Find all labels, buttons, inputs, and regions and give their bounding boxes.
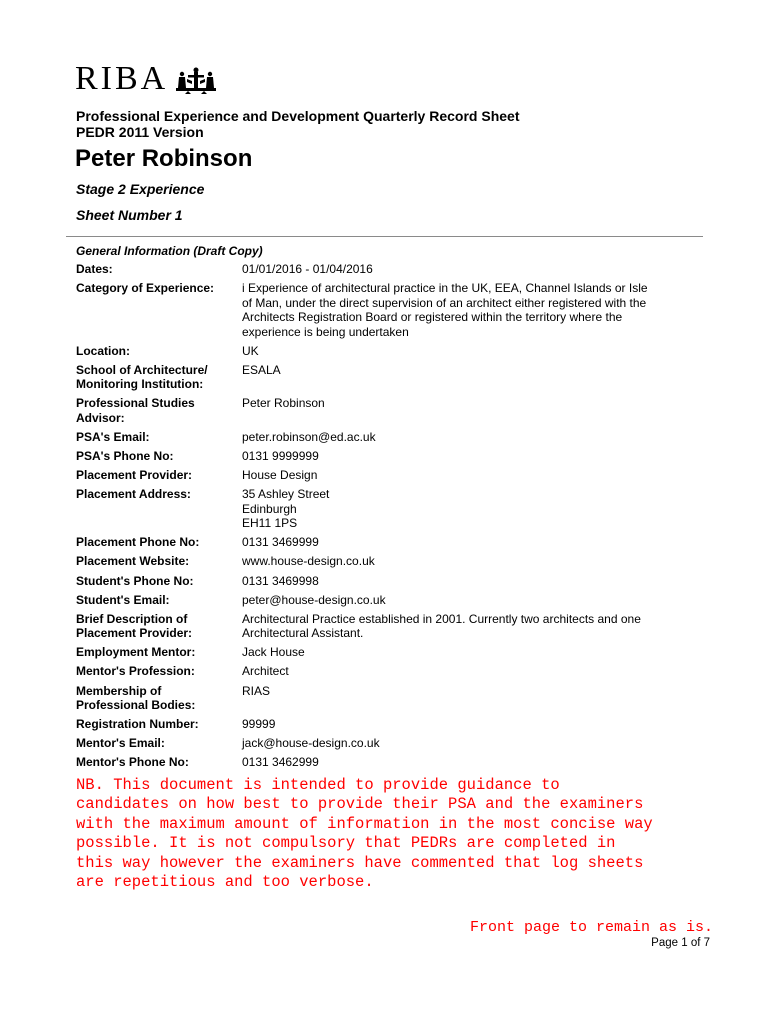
- field-label: [76, 645, 242, 660]
- riba-logo: [75, 62, 218, 96]
- info-row: [76, 449, 708, 464]
- info-row: [76, 645, 708, 660]
- info-row: [76, 344, 708, 359]
- field-value-line: RIAS: [242, 683, 271, 698]
- field-value: [242, 396, 708, 425]
- info-row: [76, 281, 708, 339]
- field-value-line: House Design: [242, 468, 318, 483]
- field-value-line: 01/01/2016 - 01/04/2016: [242, 262, 373, 276]
- field-label: [76, 449, 242, 464]
- field-label-line: PSA's Phone No:: [76, 449, 174, 464]
- field-label: [76, 363, 242, 392]
- field-label-line: Professional Bodies:: [76, 698, 196, 712]
- field-label-line: Monitoring Institution:: [76, 377, 204, 392]
- field-value-line: peter.robinson@ed.ac.uk: [242, 429, 376, 444]
- field-label-line: Student's Email:: [76, 592, 170, 607]
- document-version: PEDR 2011 Version: [76, 124, 204, 140]
- field-label: [76, 717, 242, 732]
- field-label-line: Mentor's Email:: [76, 736, 165, 751]
- field-value: [242, 684, 708, 713]
- field-value: [242, 736, 708, 751]
- field-label-line: Membership of: [76, 683, 162, 698]
- guidance-note-line: are repetitious and too verbose.: [76, 873, 374, 892]
- field-value-line: i Experience of architectural practice in the UK, EEA, Channel Islands or Isle: [242, 281, 648, 296]
- field-value: [242, 612, 708, 641]
- field-value: [242, 645, 708, 660]
- field-label: [76, 430, 242, 445]
- field-value-line: jack@house-design.co.uk: [242, 736, 380, 751]
- field-label: [76, 535, 242, 550]
- field-label: [76, 487, 242, 531]
- field-value-line: 0131 3462999: [242, 755, 319, 770]
- info-row: [76, 574, 708, 589]
- field-value: [242, 535, 708, 550]
- field-value-line: experience is being undertaken: [242, 324, 409, 339]
- field-value-line: 99999: [242, 717, 276, 732]
- field-label-line: Placement Phone No:: [76, 535, 200, 550]
- guidance-note-line: candidates on how best to provide their PSA and the examiners: [76, 795, 644, 814]
- field-label: [76, 554, 242, 569]
- guidance-note-line: this way however the examiners have commented that log sheets: [76, 853, 644, 872]
- field-value: [242, 593, 708, 608]
- info-row: [76, 430, 708, 445]
- info-row: [76, 593, 708, 608]
- divider: [66, 236, 703, 237]
- field-value-line: Edinburgh: [242, 501, 297, 516]
- field-label-line: Employment Mentor:: [76, 645, 196, 660]
- field-label-line: Placement Website:: [76, 554, 190, 569]
- field-label-line: Registration Number:: [76, 717, 199, 732]
- field-value: [242, 363, 708, 392]
- field-label: [76, 468, 242, 483]
- field-value-line: Architectural Practice established in 2001. Currently two architects and one: [242, 611, 641, 626]
- field-label: [76, 593, 242, 608]
- field-value-line: Architects Registration Board or registered within the territory where the: [242, 310, 623, 325]
- field-label-line: Placement Provider:: [76, 626, 193, 641]
- info-row: [76, 755, 708, 770]
- field-value-line: EH11 1PS: [242, 516, 298, 531]
- field-value-line: of Man, under the direct supervision of an architect either registered with the: [242, 295, 647, 310]
- field-label-line: Mentor's Phone No:: [76, 755, 189, 770]
- info-row: [76, 535, 708, 550]
- info-row: [76, 664, 708, 679]
- field-label-line: PSA's Email:: [76, 429, 150, 444]
- field-value: [242, 281, 708, 339]
- field-value: [242, 755, 708, 770]
- field-label-line: Dates:: [76, 262, 113, 276]
- field-label: [76, 262, 242, 277]
- field-label-line: Professional Studies: [76, 396, 195, 411]
- field-label-line: Placement Address:: [76, 487, 191, 502]
- section-title: General Information (Draft Copy): [76, 244, 263, 258]
- stage-heading: Stage 2 Experience: [76, 181, 205, 197]
- field-label: [76, 755, 242, 770]
- guidance-note-line: NB. This document is intended to provide guidance to: [76, 776, 560, 794]
- field-value-line: Architectural Assistant.: [242, 626, 364, 641]
- field-label-line: Advisor:: [76, 410, 125, 425]
- guidance-note: [76, 776, 716, 892]
- info-row: [76, 363, 708, 392]
- field-label: [76, 344, 242, 359]
- field-value: [242, 430, 708, 445]
- field-label: [76, 684, 242, 713]
- info-row: [76, 468, 708, 483]
- riba-crest-icon: [174, 66, 218, 94]
- info-row: [76, 717, 708, 732]
- field-label: [76, 664, 242, 679]
- general-information-table: [76, 262, 708, 774]
- field-value: [242, 574, 708, 589]
- info-row: [76, 684, 708, 713]
- field-value: [242, 554, 708, 569]
- field-label: [76, 396, 242, 425]
- sheet-number: Sheet Number 1: [76, 207, 183, 223]
- field-value-line: Peter Robinson: [242, 396, 325, 411]
- info-row: [76, 396, 708, 425]
- field-value: [242, 664, 708, 679]
- candidate-name: Peter Robinson: [75, 145, 253, 172]
- info-row: [76, 487, 708, 531]
- page-number: Page 1 of 7: [651, 937, 710, 949]
- info-row: [76, 612, 708, 641]
- field-label-line: Category of Experience:: [76, 281, 215, 296]
- field-value: [242, 468, 708, 483]
- front-page-note: Front page to remain as is.: [469, 919, 713, 936]
- info-row: [76, 554, 708, 569]
- field-label: [76, 612, 242, 641]
- field-label: [76, 281, 242, 339]
- field-value-line: peter@house-design.co.uk: [242, 592, 386, 607]
- field-value-line: 0131 3469998: [242, 573, 319, 588]
- field-label-line: School of Architecture/: [76, 362, 208, 377]
- field-label-line: Brief Description of: [76, 611, 188, 626]
- field-label-line: Placement Provider:: [76, 468, 193, 483]
- riba-wordmark: RIBA: [75, 60, 169, 97]
- field-value-line: www.house-design.co.uk: [242, 554, 375, 569]
- field-value: [242, 262, 708, 277]
- field-value: [242, 487, 708, 531]
- field-value-line: Architect: [242, 664, 289, 679]
- field-value-line: 0131 3469999: [242, 535, 319, 550]
- field-value-line: UK: [242, 343, 259, 358]
- field-label-line: Location:: [76, 343, 130, 358]
- field-label: [76, 574, 242, 589]
- guidance-note-line: with the maximum amount of information in the most concise way: [76, 814, 653, 833]
- info-row: [76, 736, 708, 751]
- guidance-note-line: possible. It is not compulsory that PEDRs are completed in: [76, 834, 616, 853]
- field-label-line: Student's Phone No:: [76, 573, 194, 588]
- field-label-line: Mentor's Profession:: [76, 664, 195, 679]
- info-row: [76, 262, 708, 277]
- field-value-line: 0131 9999999: [242, 449, 319, 464]
- field-value: [242, 344, 708, 359]
- document-title: Professional Experience and Development Quarterly Record Sheet: [76, 108, 520, 124]
- field-label: [76, 736, 242, 751]
- field-value-line: ESALA: [242, 362, 281, 377]
- field-value-line: Jack House: [242, 645, 305, 660]
- field-value: [242, 717, 708, 732]
- field-value: [242, 449, 708, 464]
- field-value-line: 35 Ashley Street: [242, 487, 330, 502]
